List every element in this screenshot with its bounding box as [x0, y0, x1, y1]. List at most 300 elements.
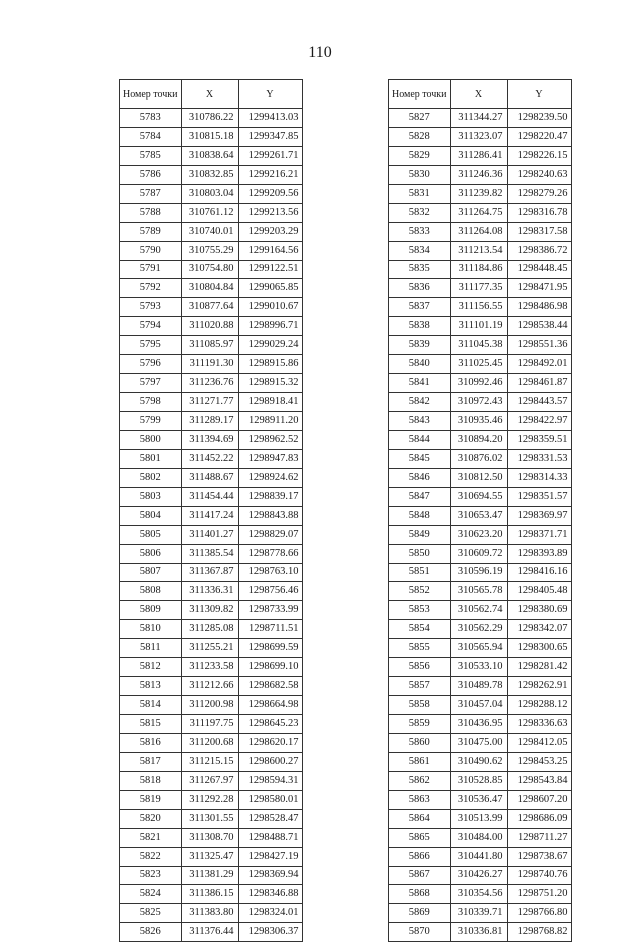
table-row — [389, 904, 572, 923]
y-coordinate-cell: 1298682.58 — [238, 677, 302, 696]
x-coordinate-cell: 311325.47 — [181, 847, 238, 866]
y-coordinate-cell: 1299010.67 — [238, 298, 302, 317]
y-coordinate-cell: 1298288.12 — [507, 696, 571, 715]
x-coordinate-cell: 311239.82 — [450, 184, 507, 203]
x-coordinate-cell: 311292.28 — [181, 790, 238, 809]
table-row — [389, 430, 572, 449]
point-number-cell: 5852 — [389, 582, 451, 601]
point-number-cell: 5819 — [120, 790, 182, 809]
table-row — [120, 241, 303, 260]
y-coordinate-cell: 1298240.63 — [507, 165, 571, 184]
x-coordinate-cell: 310694.55 — [450, 487, 507, 506]
x-coordinate-cell: 310436.95 — [450, 715, 507, 734]
y-coordinate-cell: 1299213.56 — [238, 203, 302, 222]
y-coordinate-cell: 1299216.21 — [238, 165, 302, 184]
header-x: X — [181, 80, 238, 109]
y-coordinate-cell: 1299029.24 — [238, 336, 302, 355]
point-number-cell: 5823 — [120, 866, 182, 885]
table-row — [120, 165, 303, 184]
y-coordinate-cell: 1298551.36 — [507, 336, 571, 355]
point-number-cell: 5859 — [389, 715, 451, 734]
table-row — [120, 184, 303, 203]
x-coordinate-cell: 310754.80 — [181, 260, 238, 279]
y-coordinate-cell: 1298336.63 — [507, 715, 571, 734]
point-number-cell: 5870 — [389, 923, 451, 942]
point-number-cell: 5792 — [120, 279, 182, 298]
x-coordinate-cell: 311212.66 — [181, 677, 238, 696]
y-coordinate-cell: 1298488.71 — [238, 828, 302, 847]
x-coordinate-cell: 310336.81 — [450, 923, 507, 942]
point-number-cell: 5845 — [389, 449, 451, 468]
table-row — [120, 393, 303, 412]
y-coordinate-cell: 1298324.01 — [238, 904, 302, 923]
y-coordinate-cell: 1298607.20 — [507, 790, 571, 809]
x-coordinate-cell: 311264.08 — [450, 222, 507, 241]
table-row — [389, 317, 572, 336]
table-body-right — [389, 109, 572, 942]
table-row — [120, 563, 303, 582]
y-coordinate-cell: 1298369.97 — [507, 506, 571, 525]
table-row — [389, 203, 572, 222]
y-coordinate-cell: 1298317.58 — [507, 222, 571, 241]
y-coordinate-cell: 1298924.62 — [238, 468, 302, 487]
table-row — [120, 582, 303, 601]
y-coordinate-cell: 1298528.47 — [238, 809, 302, 828]
table-row — [389, 127, 572, 146]
table-row — [389, 563, 572, 582]
y-coordinate-cell: 1298416.16 — [507, 563, 571, 582]
x-coordinate-cell: 311213.54 — [450, 241, 507, 260]
table-row — [389, 885, 572, 904]
point-number-cell: 5786 — [120, 165, 182, 184]
x-coordinate-cell: 310528.85 — [450, 771, 507, 790]
x-coordinate-cell: 311383.80 — [181, 904, 238, 923]
y-coordinate-cell: 1298711.27 — [507, 828, 571, 847]
page-number: 110 — [308, 44, 332, 61]
table-row — [120, 109, 303, 128]
y-coordinate-cell: 1298594.31 — [238, 771, 302, 790]
point-number-cell: 5836 — [389, 279, 451, 298]
x-coordinate-cell: 311264.75 — [450, 203, 507, 222]
header-y: Y — [507, 80, 571, 109]
y-coordinate-cell: 1298386.72 — [507, 241, 571, 260]
point-number-cell: 5817 — [120, 752, 182, 771]
table-row — [120, 923, 303, 942]
y-coordinate-cell: 1298279.26 — [507, 184, 571, 203]
y-coordinate-cell: 1298471.95 — [507, 279, 571, 298]
x-coordinate-cell: 310490.62 — [450, 752, 507, 771]
header-point-number: Номер точки — [120, 80, 182, 109]
x-coordinate-cell: 311085.97 — [181, 336, 238, 355]
table-row — [389, 336, 572, 355]
y-coordinate-cell: 1299164.56 — [238, 241, 302, 260]
point-number-cell: 5812 — [120, 658, 182, 677]
x-coordinate-cell: 310565.94 — [450, 639, 507, 658]
point-number-cell: 5818 — [120, 771, 182, 790]
x-coordinate-cell: 311045.38 — [450, 336, 507, 355]
table-row — [120, 260, 303, 279]
y-coordinate-cell: 1298443.57 — [507, 393, 571, 412]
x-coordinate-cell: 310786.22 — [181, 109, 238, 128]
x-coordinate-cell: 311367.87 — [181, 563, 238, 582]
x-coordinate-cell: 310803.04 — [181, 184, 238, 203]
x-coordinate-cell: 311454.44 — [181, 487, 238, 506]
y-coordinate-cell: 1298839.17 — [238, 487, 302, 506]
x-coordinate-cell: 311394.69 — [181, 430, 238, 449]
x-coordinate-cell: 310761.12 — [181, 203, 238, 222]
point-number-cell: 5866 — [389, 847, 451, 866]
point-number-cell: 5838 — [389, 317, 451, 336]
point-number-cell: 5810 — [120, 620, 182, 639]
x-coordinate-cell: 310339.71 — [450, 904, 507, 923]
y-coordinate-cell: 1298711.51 — [238, 620, 302, 639]
y-coordinate-cell: 1298778.66 — [238, 544, 302, 563]
x-coordinate-cell: 310935.46 — [450, 412, 507, 431]
x-coordinate-cell: 310562.29 — [450, 620, 507, 639]
point-number-cell: 5806 — [120, 544, 182, 563]
table-row — [389, 771, 572, 790]
point-number-cell: 5863 — [389, 790, 451, 809]
point-number-cell: 5784 — [120, 127, 182, 146]
x-coordinate-cell: 311401.27 — [181, 525, 238, 544]
point-number-cell: 5815 — [120, 715, 182, 734]
table-row — [120, 771, 303, 790]
point-number-cell: 5862 — [389, 771, 451, 790]
x-coordinate-cell: 310565.78 — [450, 582, 507, 601]
table-row — [389, 790, 572, 809]
point-number-cell: 5800 — [120, 430, 182, 449]
point-number-cell: 5850 — [389, 544, 451, 563]
y-coordinate-cell: 1298738.67 — [507, 847, 571, 866]
y-coordinate-cell: 1298461.87 — [507, 374, 571, 393]
y-coordinate-cell: 1299261.71 — [238, 146, 302, 165]
table-row — [120, 620, 303, 639]
y-coordinate-cell: 1298359.51 — [507, 430, 571, 449]
table-row — [389, 847, 572, 866]
x-coordinate-cell: 311177.35 — [450, 279, 507, 298]
table-row — [120, 298, 303, 317]
table-row — [389, 260, 572, 279]
table-row — [120, 752, 303, 771]
x-coordinate-cell: 311246.36 — [450, 165, 507, 184]
table-row — [389, 355, 572, 374]
table-row — [120, 430, 303, 449]
table-row — [389, 241, 572, 260]
table-row — [389, 639, 572, 658]
x-coordinate-cell: 311101.19 — [450, 317, 507, 336]
y-coordinate-cell: 1298645.23 — [238, 715, 302, 734]
y-coordinate-cell: 1298699.10 — [238, 658, 302, 677]
table-row — [389, 184, 572, 203]
point-number-cell: 5816 — [120, 733, 182, 752]
table-row — [389, 677, 572, 696]
point-number-cell: 5869 — [389, 904, 451, 923]
table-row — [120, 696, 303, 715]
point-number-cell: 5797 — [120, 374, 182, 393]
y-coordinate-cell: 1299209.56 — [238, 184, 302, 203]
table-row — [389, 601, 572, 620]
x-coordinate-cell: 311301.55 — [181, 809, 238, 828]
x-coordinate-cell: 311197.75 — [181, 715, 238, 734]
y-coordinate-cell: 1298314.33 — [507, 468, 571, 487]
x-coordinate-cell: 311271.77 — [181, 393, 238, 412]
y-coordinate-cell: 1298492.01 — [507, 355, 571, 374]
y-coordinate-cell: 1298911.20 — [238, 412, 302, 431]
table-row — [389, 658, 572, 677]
point-number-cell: 5811 — [120, 639, 182, 658]
y-coordinate-cell: 1298763.10 — [238, 563, 302, 582]
y-coordinate-cell: 1298331.53 — [507, 449, 571, 468]
point-number-cell: 5833 — [389, 222, 451, 241]
table-row — [389, 828, 572, 847]
x-coordinate-cell: 311255.21 — [181, 639, 238, 658]
x-coordinate-cell: 311376.44 — [181, 923, 238, 942]
x-coordinate-cell: 310354.56 — [450, 885, 507, 904]
point-number-cell: 5865 — [389, 828, 451, 847]
point-number-cell: 5846 — [389, 468, 451, 487]
point-number-cell: 5855 — [389, 639, 451, 658]
y-coordinate-cell: 1299122.51 — [238, 260, 302, 279]
y-coordinate-cell: 1298843.88 — [238, 506, 302, 525]
table-row — [389, 487, 572, 506]
point-number-cell: 5798 — [120, 393, 182, 412]
x-coordinate-cell: 311323.07 — [450, 127, 507, 146]
table-row — [120, 847, 303, 866]
x-coordinate-cell: 311344.27 — [450, 109, 507, 128]
y-coordinate-cell: 1298351.57 — [507, 487, 571, 506]
x-coordinate-cell: 311385.54 — [181, 544, 238, 563]
point-number-cell: 5824 — [120, 885, 182, 904]
table-row — [120, 279, 303, 298]
x-coordinate-cell: 310812.50 — [450, 468, 507, 487]
point-number-cell: 5839 — [389, 336, 451, 355]
table-row — [389, 146, 572, 165]
point-number-cell: 5830 — [389, 165, 451, 184]
y-coordinate-cell: 1298412.05 — [507, 733, 571, 752]
y-coordinate-cell: 1298756.46 — [238, 582, 302, 601]
point-number-cell: 5841 — [389, 374, 451, 393]
y-coordinate-cell: 1298751.20 — [507, 885, 571, 904]
x-coordinate-cell: 310838.64 — [181, 146, 238, 165]
x-coordinate-cell: 311336.31 — [181, 582, 238, 601]
coordinates-table-left — [119, 79, 303, 942]
y-coordinate-cell: 1298369.94 — [238, 866, 302, 885]
x-coordinate-cell: 310426.27 — [450, 866, 507, 885]
point-number-cell: 5804 — [120, 506, 182, 525]
y-coordinate-cell: 1298405.48 — [507, 582, 571, 601]
table-row — [120, 715, 303, 734]
table-row — [389, 506, 572, 525]
table-row — [389, 393, 572, 412]
table-row — [389, 109, 572, 128]
x-coordinate-cell: 311156.55 — [450, 298, 507, 317]
table-row — [389, 715, 572, 734]
x-coordinate-cell: 310609.72 — [450, 544, 507, 563]
x-coordinate-cell: 310484.00 — [450, 828, 507, 847]
point-number-cell: 5851 — [389, 563, 451, 582]
table-row — [389, 222, 572, 241]
y-coordinate-cell: 1298422.97 — [507, 412, 571, 431]
point-number-cell: 5844 — [389, 430, 451, 449]
table-row — [120, 639, 303, 658]
x-coordinate-cell: 310596.19 — [450, 563, 507, 582]
table-row — [120, 222, 303, 241]
y-coordinate-cell: 1298448.45 — [507, 260, 571, 279]
x-coordinate-cell: 310536.47 — [450, 790, 507, 809]
point-number-cell: 5785 — [120, 146, 182, 165]
point-number-cell: 5788 — [120, 203, 182, 222]
table-row — [389, 733, 572, 752]
table-row — [389, 620, 572, 639]
table-row — [120, 885, 303, 904]
table-row — [120, 374, 303, 393]
x-coordinate-cell: 311233.58 — [181, 658, 238, 677]
point-number-cell: 5795 — [120, 336, 182, 355]
table-row — [389, 412, 572, 431]
point-number-cell: 5840 — [389, 355, 451, 374]
x-coordinate-cell: 311289.17 — [181, 412, 238, 431]
x-coordinate-cell: 311200.68 — [181, 733, 238, 752]
table-row — [120, 146, 303, 165]
y-coordinate-cell: 1298733.99 — [238, 601, 302, 620]
table-row — [389, 923, 572, 942]
table-row — [389, 809, 572, 828]
x-coordinate-cell: 311308.70 — [181, 828, 238, 847]
point-number-cell: 5794 — [120, 317, 182, 336]
point-number-cell: 5790 — [120, 241, 182, 260]
y-coordinate-cell: 1298600.27 — [238, 752, 302, 771]
table-row — [120, 809, 303, 828]
y-coordinate-cell: 1298342.07 — [507, 620, 571, 639]
x-coordinate-cell: 311309.82 — [181, 601, 238, 620]
y-coordinate-cell: 1298686.09 — [507, 809, 571, 828]
table-row — [389, 279, 572, 298]
x-coordinate-cell: 311215.15 — [181, 752, 238, 771]
point-number-cell: 5803 — [120, 487, 182, 506]
x-coordinate-cell: 310441.80 — [450, 847, 507, 866]
point-number-cell: 5825 — [120, 904, 182, 923]
point-number-cell: 5832 — [389, 203, 451, 222]
point-number-cell: 5783 — [120, 109, 182, 128]
x-coordinate-cell: 311417.24 — [181, 506, 238, 525]
table-row — [389, 696, 572, 715]
header-y: Y — [238, 80, 302, 109]
point-number-cell: 5828 — [389, 127, 451, 146]
y-coordinate-cell: 1299347.85 — [238, 127, 302, 146]
point-number-cell: 5842 — [389, 393, 451, 412]
header-x: X — [450, 80, 507, 109]
point-number-cell: 5826 — [120, 923, 182, 942]
table-row — [120, 733, 303, 752]
x-coordinate-cell: 310533.10 — [450, 658, 507, 677]
table-row — [120, 525, 303, 544]
table-row — [389, 866, 572, 885]
x-coordinate-cell: 310815.18 — [181, 127, 238, 146]
y-coordinate-cell: 1298699.59 — [238, 639, 302, 658]
y-coordinate-cell: 1298962.52 — [238, 430, 302, 449]
x-coordinate-cell: 310513.99 — [450, 809, 507, 828]
y-coordinate-cell: 1298346.88 — [238, 885, 302, 904]
table-row — [389, 374, 572, 393]
table-row — [120, 828, 303, 847]
y-coordinate-cell: 1298768.82 — [507, 923, 571, 942]
x-coordinate-cell: 311184.86 — [450, 260, 507, 279]
table-row — [120, 412, 303, 431]
point-number-cell: 5801 — [120, 449, 182, 468]
y-coordinate-cell: 1298543.84 — [507, 771, 571, 790]
y-coordinate-cell: 1298996.71 — [238, 317, 302, 336]
point-number-cell: 5809 — [120, 601, 182, 620]
point-number-cell: 5796 — [120, 355, 182, 374]
point-number-cell: 5858 — [389, 696, 451, 715]
point-number-cell: 5789 — [120, 222, 182, 241]
y-coordinate-cell: 1298664.98 — [238, 696, 302, 715]
y-coordinate-cell: 1298915.86 — [238, 355, 302, 374]
x-coordinate-cell: 310992.46 — [450, 374, 507, 393]
y-coordinate-cell: 1298580.01 — [238, 790, 302, 809]
point-number-cell: 5834 — [389, 241, 451, 260]
x-coordinate-cell: 310832.85 — [181, 165, 238, 184]
y-coordinate-cell: 1298393.89 — [507, 544, 571, 563]
point-number-cell: 5831 — [389, 184, 451, 203]
table-row — [120, 203, 303, 222]
table-row — [120, 468, 303, 487]
point-number-cell: 5821 — [120, 828, 182, 847]
x-coordinate-cell: 311285.08 — [181, 620, 238, 639]
point-number-cell: 5868 — [389, 885, 451, 904]
point-number-cell: 5820 — [120, 809, 182, 828]
y-coordinate-cell: 1298281.42 — [507, 658, 571, 677]
table-body-left — [120, 109, 303, 942]
y-coordinate-cell: 1298316.78 — [507, 203, 571, 222]
table-row — [120, 677, 303, 696]
point-number-cell: 5867 — [389, 866, 451, 885]
point-number-cell: 5805 — [120, 525, 182, 544]
y-coordinate-cell: 1298300.65 — [507, 639, 571, 658]
point-number-cell: 5827 — [389, 109, 451, 128]
table-row — [120, 904, 303, 923]
y-coordinate-cell: 1299413.03 — [238, 109, 302, 128]
x-coordinate-cell: 311452.22 — [181, 449, 238, 468]
table-row — [120, 336, 303, 355]
point-number-cell: 5822 — [120, 847, 182, 866]
y-coordinate-cell: 1298620.17 — [238, 733, 302, 752]
table-row — [120, 544, 303, 563]
point-number-cell: 5799 — [120, 412, 182, 431]
point-number-cell: 5864 — [389, 809, 451, 828]
point-number-cell: 5793 — [120, 298, 182, 317]
y-coordinate-cell: 1298453.25 — [507, 752, 571, 771]
x-coordinate-cell: 311200.98 — [181, 696, 238, 715]
point-number-cell: 5835 — [389, 260, 451, 279]
x-coordinate-cell: 310457.04 — [450, 696, 507, 715]
y-coordinate-cell: 1298371.71 — [507, 525, 571, 544]
table-row — [120, 449, 303, 468]
point-number-cell: 5849 — [389, 525, 451, 544]
table-header-row — [120, 80, 303, 109]
table-row — [389, 165, 572, 184]
point-number-cell: 5856 — [389, 658, 451, 677]
x-coordinate-cell: 310623.20 — [450, 525, 507, 544]
x-coordinate-cell: 310740.01 — [181, 222, 238, 241]
y-coordinate-cell: 1298226.15 — [507, 146, 571, 165]
point-number-cell: 5837 — [389, 298, 451, 317]
x-coordinate-cell: 310894.20 — [450, 430, 507, 449]
table-row — [120, 127, 303, 146]
x-coordinate-cell: 310755.29 — [181, 241, 238, 260]
y-coordinate-cell: 1299065.85 — [238, 279, 302, 298]
x-coordinate-cell: 311488.67 — [181, 468, 238, 487]
